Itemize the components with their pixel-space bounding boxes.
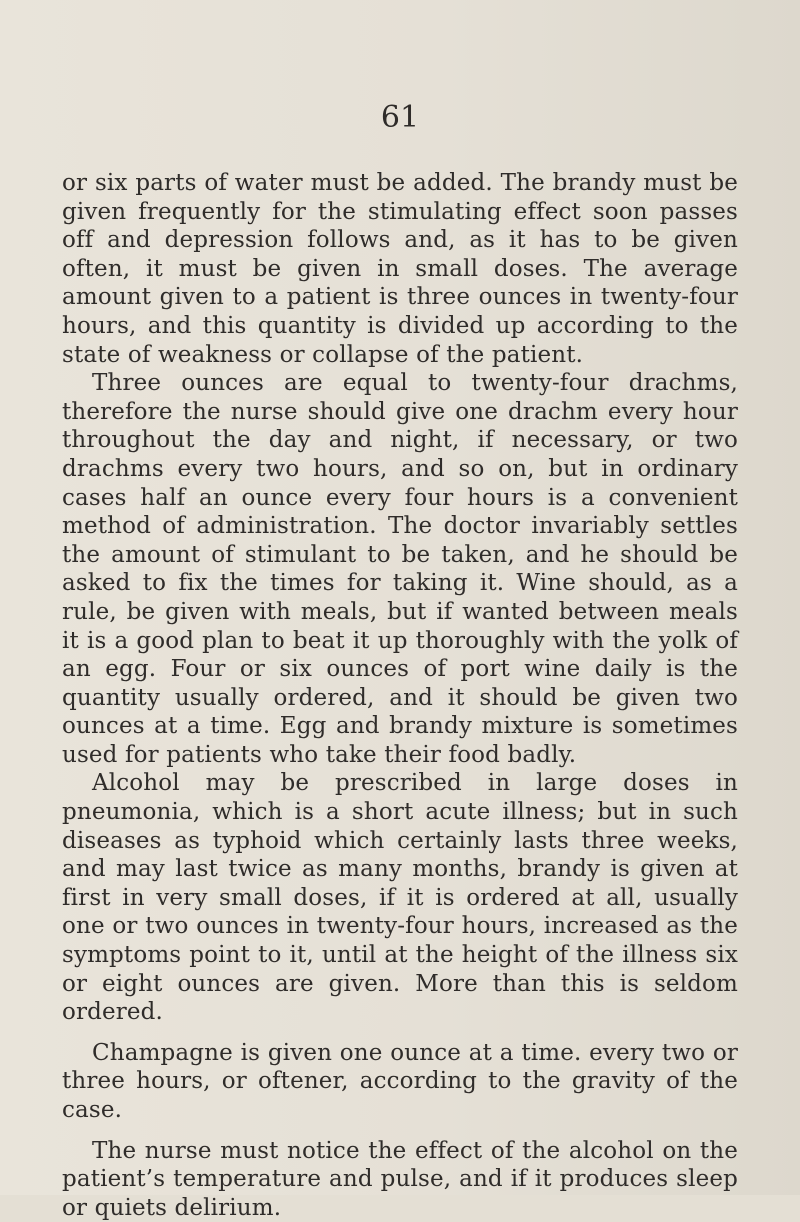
page-number: 61	[380, 100, 420, 135]
paragraph-drachms-administration: Three ounces are equal to twenty-four drachms, therefore the nurse should give one drachm every hour throughout the day and night, if necessary, or two drachms every two hours, and so on, but in ordinary cases half an ounce every four hours is a convenient method of administration. The doctor invariably settles the amount of stimulant to be taken, and he should be asked to fix the times for taking it. Wine should, as a rule, be given with meals, but if wanted between meals it is a good plan to beat it up thoroughly with the yolk of an egg. Four or six ounces of port wine daily is the quantity usually ordered, and it should be given two ounces at a time. Egg and brandy mixture is sometimes used for patients who take their food badly.	[62, 370, 738, 768]
paragraph-brandy-dosage: or six parts of water must be added. The brandy must be given frequently for the stimulating effect soon passes off and depression follows and, as it has to be given often, it must be given in small doses. The average amount given to a patient is three ounces in twenty-four hours, and this quantity is divided up according to the state of weakness or collapse of the patient.	[62, 170, 738, 368]
body-text	[62, 169, 738, 1222]
paragraph-nurse-observation: The nurse must notice the effect of the alcohol on the patient’s temperature and pulse, and if it produces sleep or quiets delirium.	[62, 1137, 738, 1221]
paragraph-champagne: Champagne is given one ounce at a time. every two or three hours, or oftener, according to the gravity of the case.	[62, 1039, 738, 1123]
paragraph-alcohol-illness: Alcohol may be prescribed in large doses in pneumonia, which is a short acute illness; but in such diseases as typhoid which certainly lasts three weeks, and may last twice as many months, brandy is given at first in very small doses, if it is ordered at all, usually one or two ounces in twenty-four hours, increased as the symptoms point to it, until at the height of the illness six or eight ounces are given. More than this is seldom ordered.	[62, 770, 738, 1026]
